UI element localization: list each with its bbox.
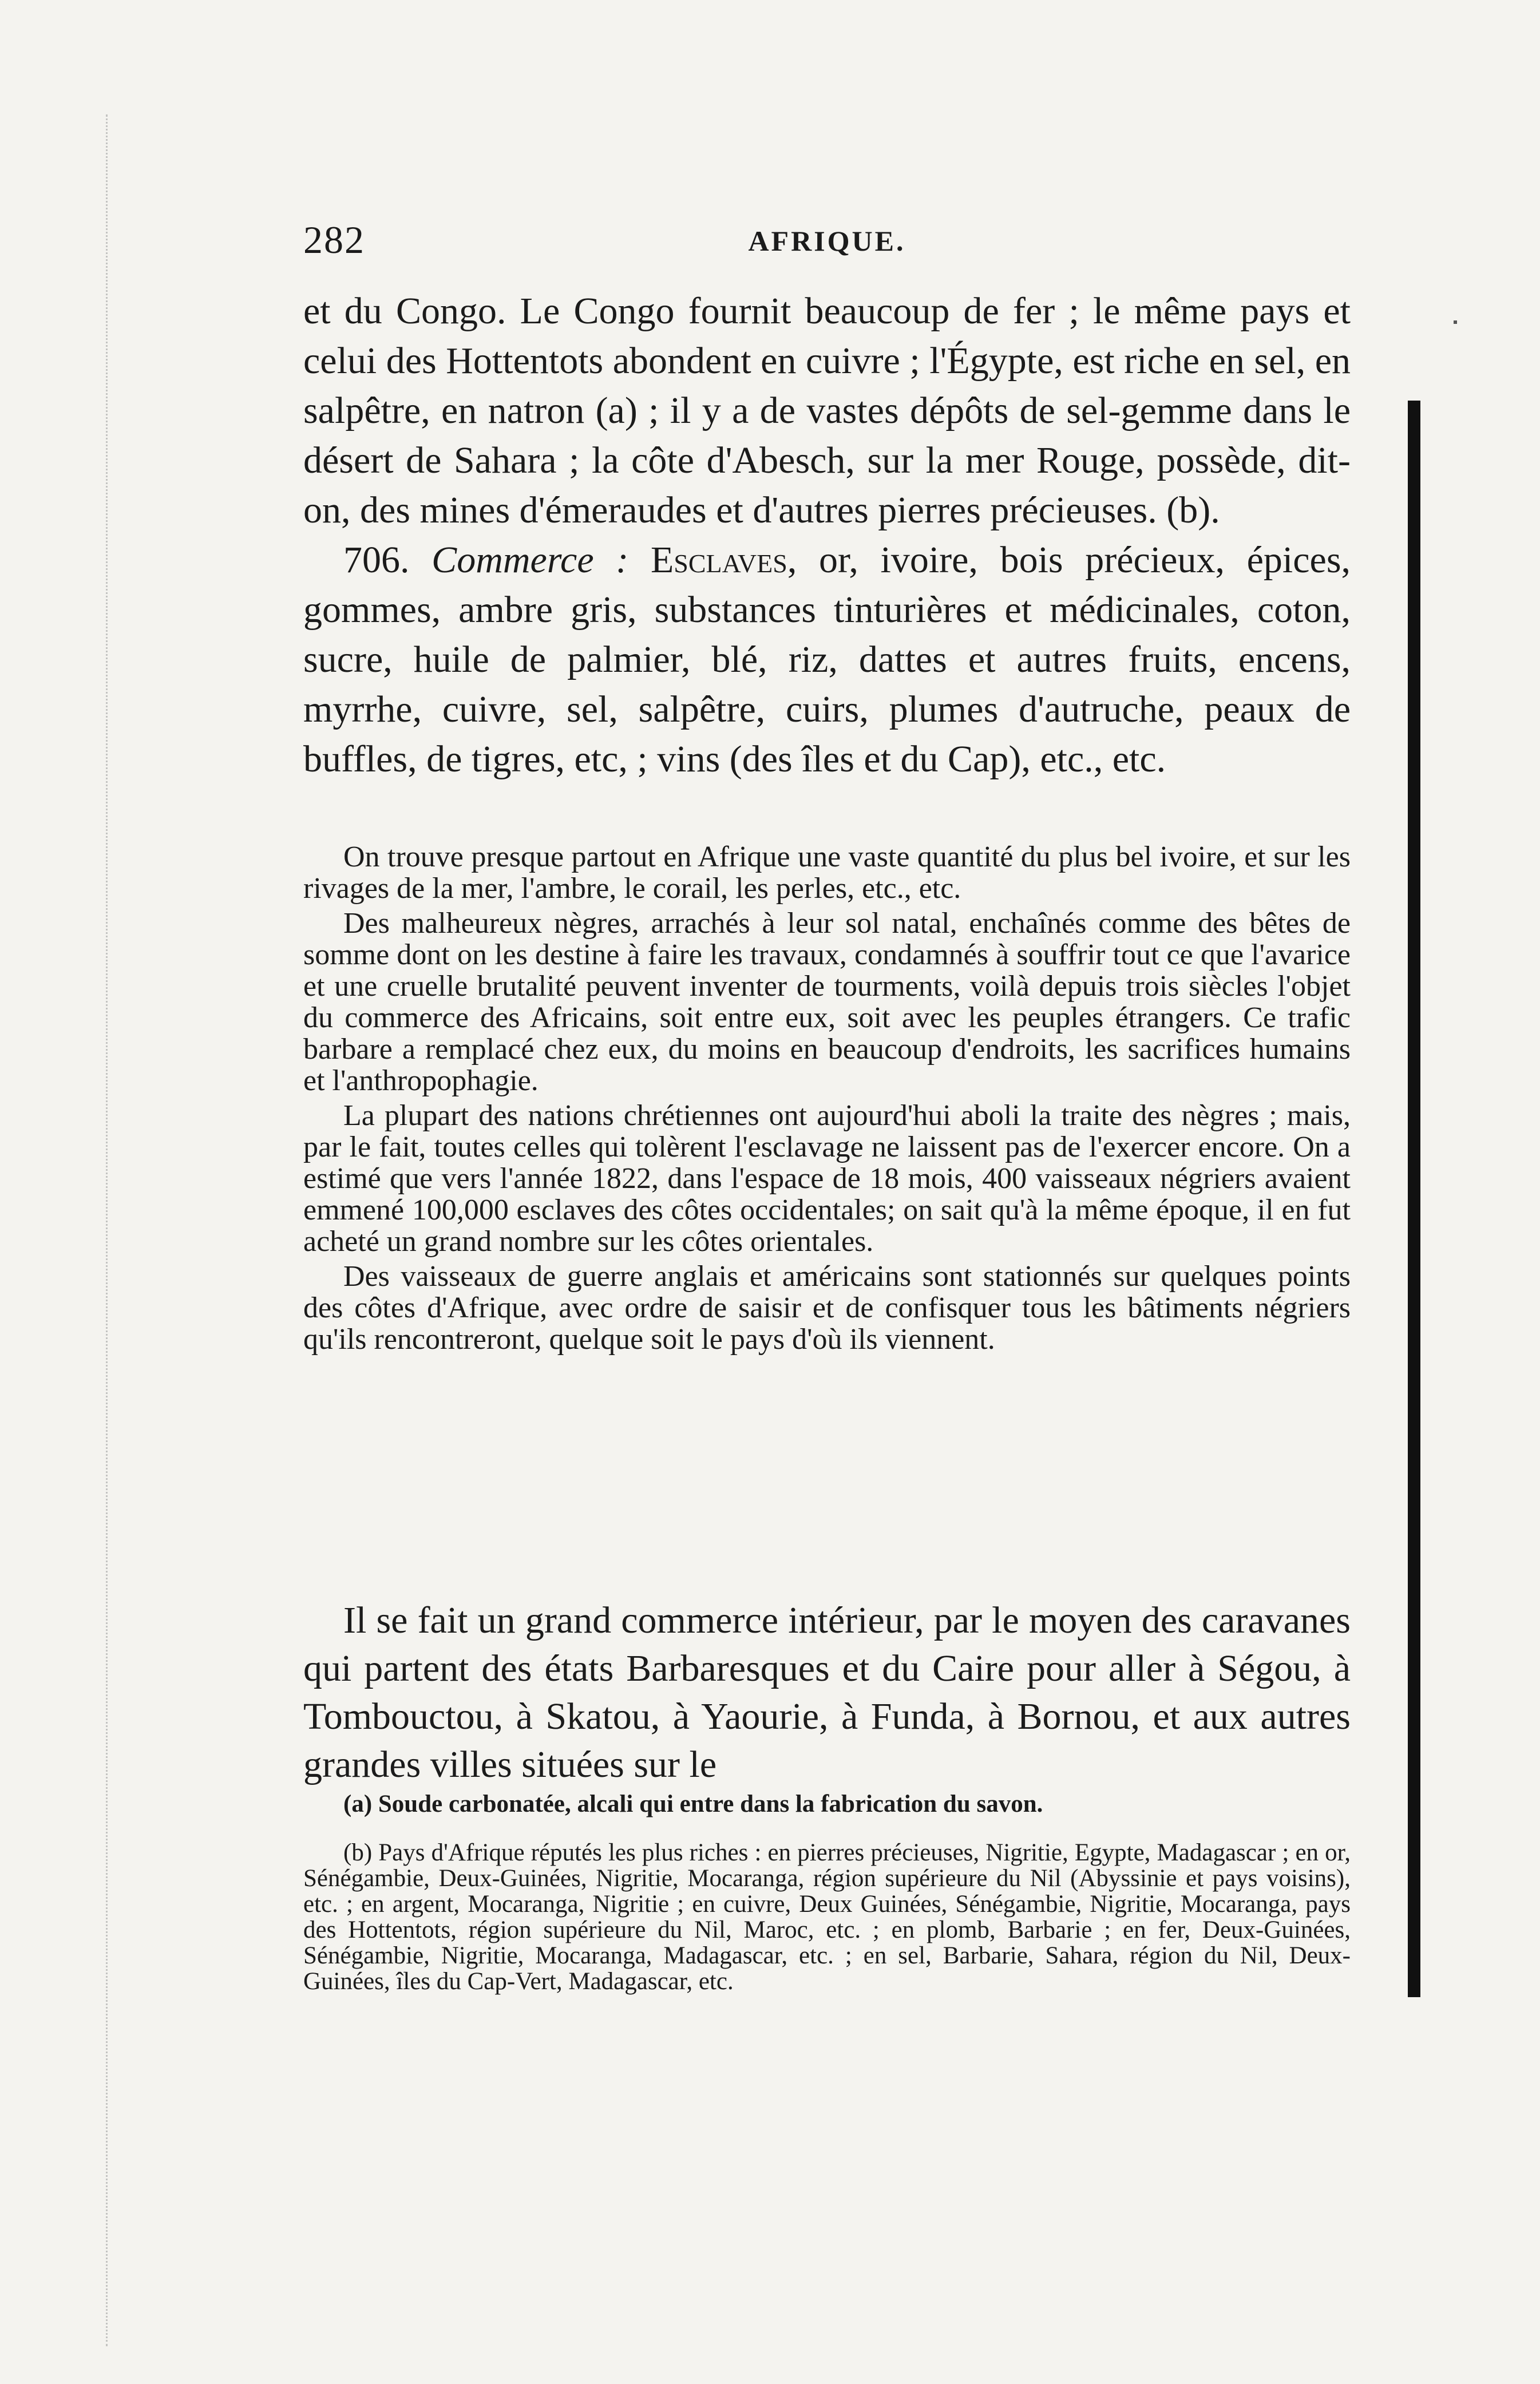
scan-edge-marks	[106, 114, 130, 2346]
main-text-block	[303, 286, 1351, 784]
small-paragraph: Des vaisseaux de guerre anglais et américains sont stationnés sur quelques points des côtes d'Afrique, avec ordre de saisir et de confisquer tous les bâtiments négriers qu'ils rencontreront, quelque soit le pays d'où ils viennent.	[303, 1260, 1351, 1356]
page-number: 282	[303, 218, 365, 262]
footnote-b: (b) Pays d'Afrique réputés les plus riches : en pierres précieuses, Nigritie, Egypte, Madagascar ; en or, Sénégambie, Deux-Guinées, Nigritie, Mocaranga, région supérieure du Nil (Abyssinie et pays voisins), etc. ; en argent, Mocaranga, Nigritie ; en cuivre, Deux Guinées, Sénégambie, Nigritie, Mocaranga, pays des Hottentots, région supérieure du Nil, Maroc, etc. ; en plomb, Barbarie ; en fer, Deux-Guinées, Sénégambie, Nigritie, Mocaranga, Madagascar, etc. ; en sel, Barbarie, Sahara, région du Nil, Deux-Guinées, îles du Cap-Vert, Madagascar, etc.	[303, 1839, 1351, 1995]
scan-gutter-bar	[1408, 401, 1420, 1997]
section-706-text: , or, ivoire, bois précieux, épices, gommes, ambre gris, substances tinturières et médicinales, coton, sucre, huile de palmier, blé, riz, dattes et autres fruits, encens, myrrhe, cuivre, sel, salpêtre, cuirs, plumes d'autruche, peaux de buffles, de tigres, etc, ; vins (des îles et du Cap), etc., etc.	[303, 539, 1351, 780]
footnote-a: (a) Soude carbonatée, alcali qui entre dans la fabrication du savon.	[343, 1791, 1043, 1817]
small-paragraph: On trouve presque partout en Afrique une vaste quantité du plus bel ivoire, et sur les rivages de la mer, l'ambre, le corail, les perles, etc., etc.	[303, 841, 1351, 905]
page-header	[303, 217, 1351, 269]
section-number: 706.	[343, 539, 410, 581]
paragraph-interior-commerce: Il se fait un grand commerce intérieur, par le moyen des caravanes qui partent des états Barbaresques et du Caire pour aller à Ségou, à Tombouctou, à Skatou, à Yaourie, à Funda, à Bornou, et aux autres grandes villes situées sur le	[303, 1599, 1351, 1785]
interior-commerce-block	[303, 1597, 1351, 1789]
section-lead-word: Esclaves	[650, 539, 787, 581]
footnotes	[303, 1791, 1351, 1994]
small-print-block	[303, 841, 1351, 1355]
paragraph-705-continuation: et du Congo. Le Congo fournit beaucoup de fer ; le même pays et celui des Hottentots abondent en cuivre ; l'Égypte, est riche en sel, en salpêtre, en natron (a) ; il y a de vastes dépôts de sel-gemme dans le désert de Sahara ; la côte d'Abesch, sur la mer Rouge, possède, dit-on, des mines d'émeraudes et d'autres pierres précieuses. (b).	[303, 290, 1351, 531]
running-title: AFRIQUE.	[748, 225, 906, 257]
scan-speck	[1454, 320, 1457, 324]
small-paragraph: Des malheureux nègres, arrachés à leur sol natal, enchaînés comme des bêtes de somme dont on les destine à faire les travaux, condamnés à souffrir tout ce que l'avarice et une cruelle brutalité peuvent inventer de tourments, voilà depuis trois siècles l'objet du commerce des Africains, soit entre eux, soit avec les peuples étrangers. Ce trafic barbare a remplacé chez eux, du moins en beaucoup d'endroits, les sacrifices humains et l'anthropophagie.	[303, 907, 1351, 1097]
small-paragraph: La plupart des nations chrétiennes ont aujourd'hui aboli la traite des nègres ; mais, par le fait, toutes celles qui tolèrent l'esclavage ne laissent pas de l'exercer encore. On a estimé que vers l'année 1822, dans l'espace de 18 mois, 400 vaisseaux négriers avaient emmené 100,000 esclaves des côtes occidentales; on sait qu'à la même époque, il en fut acheté un grand nombre sur les côtes orientales.	[303, 1099, 1351, 1258]
section-heading: Commerce :	[431, 539, 629, 581]
paragraph-706	[303, 535, 1351, 784]
